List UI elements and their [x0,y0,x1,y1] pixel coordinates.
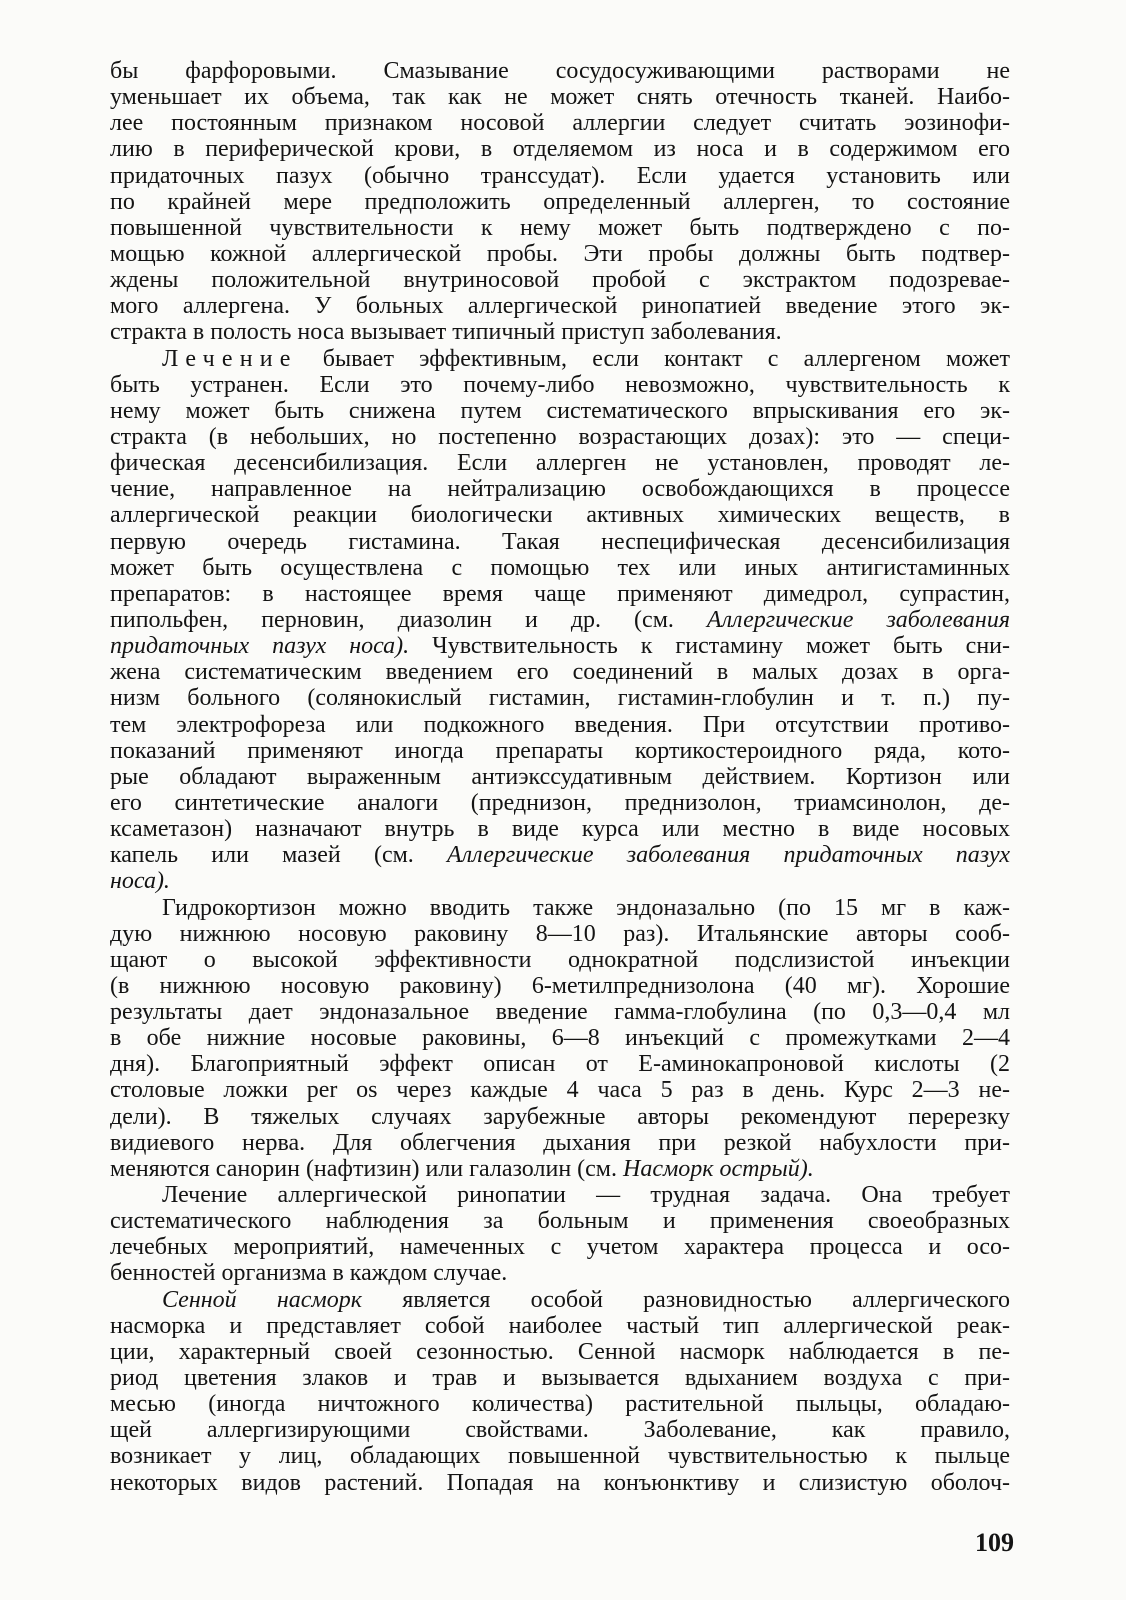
text-run: бывает эффективным, если контакт с аллергеном может [297,345,1010,372]
text-run: лее постоянным признаком носовой аллергии следует считать эозинофи- [110,110,1010,137]
text-line [110,842,1010,868]
text-line [110,136,1010,162]
text-run: столовые ложки per os через каждые 4 часа 5 раз в день. Курс 2—3 не- [110,1077,1010,1104]
text-run: аллергической реакции биологически активных химических веществ, в [110,502,1010,529]
italic-run: Аллергические заболевания придаточных пазух [447,842,1010,869]
text-line [110,529,1010,555]
text-line [110,267,1010,293]
text-line [110,293,1010,319]
text-run: риод цветения злаков и трав и вызывается вдыханием воздуха с при- [110,1365,1010,1392]
text-run: щают о высокой эффективности однократной подслизистой инъекции [110,946,1010,973]
text-line [110,1156,1010,1182]
text-line [110,790,1010,816]
text-run: щей аллергизирующими свойствами. Заболевание, как правило, [110,1417,1010,1444]
text-run: уменьшает их объема, так как не может снять отечность тканей. Наибо- [110,84,1010,111]
text-run: (в нижнюю носовую раковину) 6-метилпреднизолона (40 мг). Хорошие [110,972,1010,999]
text-line [110,424,1010,450]
text-line [110,450,1010,476]
text-line [110,895,1010,921]
text-line [110,189,1010,215]
text-line [110,607,1010,633]
text-line [110,1391,1010,1417]
text-line [110,502,1010,528]
text-line [110,372,1010,398]
text-line [110,1339,1010,1365]
text-run: лечебных мероприятий, намеченных с учетом характера процесса и осо- [110,1234,1010,1261]
text-run: мощью кожной аллергической пробы. Эти пробы должны быть подтвер- [110,240,1010,267]
text-line [110,58,1010,84]
italic-run: носа). [110,868,170,895]
text-run: низм больного (солянокислый гистамин, гистамин-глобулин и т. п.) пу- [110,685,1010,712]
text-run: Лечение аллергической ринопатии — трудная задача. Она требует [162,1182,1010,1209]
text-line [110,1182,1010,1208]
text-run: некоторых видов растений. Попадая на конъюнктиву и слизистую оболоч- [110,1469,1010,1496]
text-run: ждены положительной внутриносовой пробой с экстрактом подозревае- [110,267,1010,294]
text-run: по крайней мере предположить определенный аллерген, то состояние [110,188,1010,215]
text-run: его синтетические аналоги (преднизон, преднизолон, триамсинолон, де- [110,789,1010,816]
text-line [110,947,1010,973]
page-number: 109 [975,1528,1014,1557]
italic-run: Аллергические заболевания [706,606,1010,633]
text-run: первую очередь гистамина. Такая неспецифическая десенсибилизация [110,528,1010,555]
text-line [110,999,1010,1025]
text-run: ксаметазон) назначают внутрь в виде курса или местно в виде носовых [110,816,1010,843]
text-run: меняются санорин (нафтизин) или галазолин (см. [110,1155,623,1182]
text-run: мого аллергена. У больных аллергической ринопатией введение этого эк- [110,293,1010,320]
text-run: бы фарфоровыми. Смазывание сосудосуживающими растворами не [110,58,1010,84]
text-line [110,1130,1010,1156]
text-line [110,398,1010,424]
text-run: результаты дает эндоназальное введение гамма-глобулина (по 0,3—0,4 мл [110,999,1010,1026]
text-line [110,241,1010,267]
text-run: рые обладают выраженным антиэкссудативным действием. Кортизон или [110,763,1010,790]
text-line [110,1365,1010,1391]
text-line [110,1470,1010,1496]
text-line [110,1234,1010,1260]
text-run: бенностей организма в каждом случае. [110,1260,508,1287]
text-run: месью (иногда ничтожного количества) растительной пыльцы, обладаю- [110,1391,1010,1418]
text-run: препаратов: в настоящее время чаще применяют димедрол, супрастин, [110,580,1010,607]
text-line [110,476,1010,502]
text-run: стракта в полость носа вызывает типичный приступ заболевания. [110,319,782,346]
text-line [110,1051,1010,1077]
text-line [110,1025,1010,1051]
text-line [110,1417,1010,1443]
text-line [110,1313,1010,1339]
text-run: дня). Благоприятный эффект описан от Е-аминокапроновой кислоты (2 [110,1051,1010,1078]
text-run: повышенной чувствительности к нему может быть подтверждено с по- [110,214,1010,241]
text-run: возникает у лиц, обладающих повышенной чувствительностью к пыльце [110,1443,1010,1470]
text-line [110,633,1010,659]
text-line [110,1260,1010,1286]
text-line [110,581,1010,607]
text-run: ции, характерный своей сезонностью. Сенной насморк наблюдается в пе- [110,1338,1010,1365]
text-line [110,215,1010,241]
text-line [110,1287,1010,1313]
text-run: жена систематическим введением его соединений в малых дозах в орга- [110,659,1010,686]
text-run: Гидрокортизон можно вводить также эндоназально (по 15 мг в каж- [162,894,1010,921]
text-run: тем электрофореза или подкожного введения. При отсутствии противо- [110,711,1010,738]
italic-run: Насморк острый). [623,1155,814,1182]
text-run: капель или мазей (см. [110,842,448,869]
text-line [110,685,1010,711]
text-run: придаточных пазух (обычно транссудат). Если удается установить или [110,162,1010,189]
text-run: лию в периферической крови, в отделяемом из носа и в содержимом его [110,136,1010,163]
text-line [110,84,1010,110]
text-line [110,346,1010,372]
text-run: насморка и представляет собой наиболее частый тип аллергической реак- [110,1312,1010,1339]
body-text [110,58,1010,1496]
paragraph [110,895,1010,1183]
text-line [110,738,1010,764]
text-run: дую нижнюю носовую раковину 8—10 раз). Итальянские авторы сооб- [110,920,1010,947]
text-line [110,712,1010,738]
text-line [110,921,1010,947]
text-run: систематического наблюдения за больным и применения своеобразных [110,1208,1010,1235]
paragraph [110,58,1010,346]
paragraph [110,1182,1010,1287]
paragraph [110,1287,1010,1496]
text-line [110,764,1010,790]
paragraph [110,346,1010,895]
text-line [110,319,1010,345]
text-line [110,1208,1010,1234]
text-run: пипольфен, перновин, диазолин и др. (см. [110,606,707,633]
text-line [110,1077,1010,1103]
text-run: может быть осуществлена с помощью тех или иных антигистаминных [110,554,1010,581]
text-run: Чувствительность к гистамину может быть сни- [409,633,1010,660]
text-line [110,659,1010,685]
text-run: чение, направленное на нейтрализацию освобождающихся в процессе [110,476,1010,503]
italic-run: придаточных пазух носа). [110,633,410,660]
text-run: является особой разновидностью аллергического [361,1286,1010,1313]
text-line [110,973,1010,999]
text-run: показаний применяют иногда препараты кортикостероидного ряда, кото- [110,737,1010,764]
text-run: видиевого нерва. Для облегчения дыхания при резкой набухлости при- [110,1129,1010,1156]
text-line [110,163,1010,189]
italic-run: Сенной насморк [162,1286,362,1313]
spaced-run: Лечение [162,345,298,372]
text-line [110,1104,1010,1130]
text-run: в обе нижние носовые раковины, 6—8 инъекций с промежутками 2—4 [110,1025,1010,1052]
text-line [110,868,1010,894]
text-line [110,1443,1010,1469]
text-run: фическая десенсибилизация. Если аллерген не установлен, проводят ле- [110,450,1010,477]
text-run: дели). В тяжелых случаях зарубежные авторы рекомендуют перерезку [110,1103,1010,1130]
text-run: нему может быть снижена путем систематического впрыскивания его эк- [110,397,1010,424]
text-line [110,555,1010,581]
text-line [110,110,1010,136]
text-line [110,816,1010,842]
text-run: быть устранен. Если это почему-либо невозможно, чувствительность к [110,371,1010,398]
text-run: стракта (в небольших, но постепенно возрастающих дозах): это — специ- [110,423,1010,450]
